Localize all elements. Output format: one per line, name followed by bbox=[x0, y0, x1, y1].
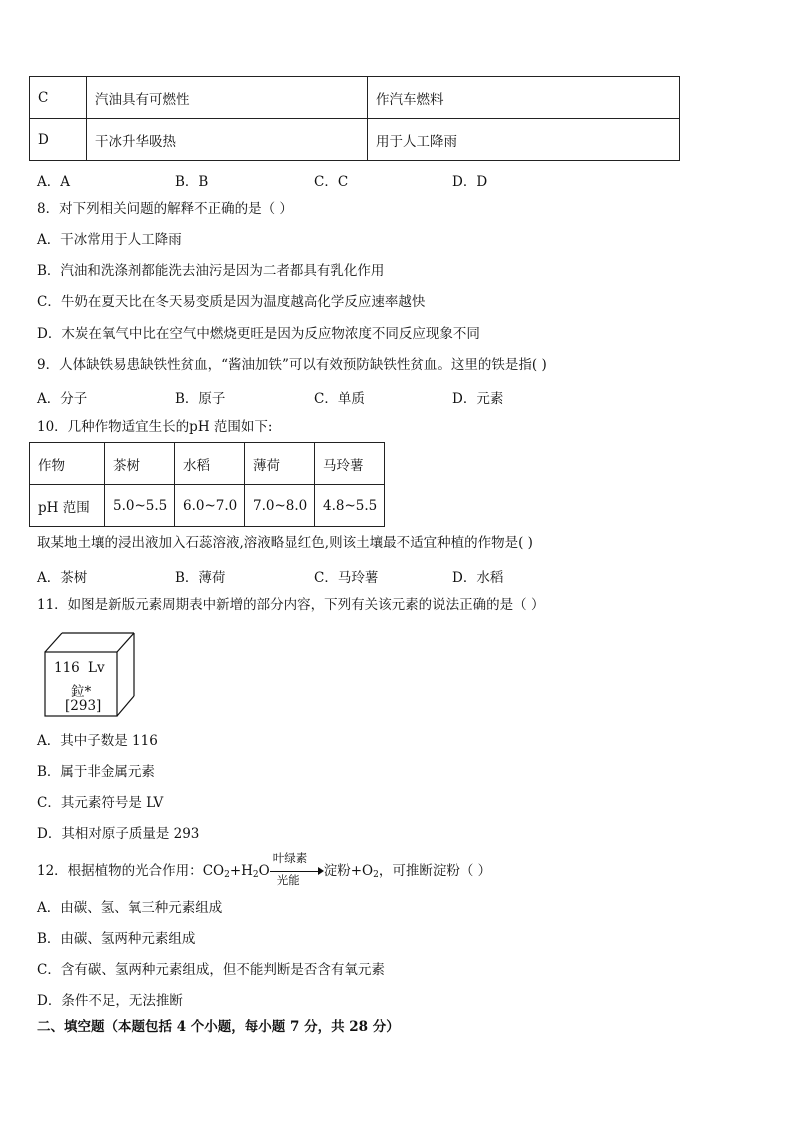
q11-option-c[interactable]: C．其元素符号是 LV bbox=[37, 795, 164, 811]
q9-options bbox=[37, 387, 597, 407]
table-cell: D bbox=[30, 119, 87, 161]
q8-option-a[interactable]: A．干冰常用于人工降雨 bbox=[37, 232, 182, 248]
q12-option-d[interactable]: D．条件不足，无法推断 bbox=[37, 993, 183, 1009]
q12-option-b[interactable]: B．由碳、氢两种元素组成 bbox=[37, 931, 196, 947]
q8-option-b[interactable]: B．汽油和洗涤剂都能洗去油污是因为二者都具有乳化作用 bbox=[37, 263, 385, 279]
table-row bbox=[30, 485, 385, 527]
option-d[interactable]: D．元素 bbox=[452, 391, 504, 407]
q8-stem: 8．对下列相关问题的解释不正确的是（ ） bbox=[37, 201, 293, 217]
table-cell: 干冰升华吸热 bbox=[87, 119, 368, 161]
ph-table bbox=[29, 442, 385, 527]
q12-water: +H bbox=[229, 863, 253, 879]
q11-option-d[interactable]: D．其相对原子质量是 293 bbox=[37, 826, 200, 842]
table-cell: 5.0~5.5 bbox=[105, 485, 175, 527]
table-row bbox=[30, 77, 680, 119]
q11-stem: 11．如图是新版元素周期表中新增的部分内容，下列有关该元素的说法正确的是（ ） bbox=[37, 597, 545, 613]
table-cell: C bbox=[30, 77, 87, 119]
q12-water-o: O bbox=[258, 863, 270, 879]
q10-options bbox=[37, 566, 597, 586]
q12-stem-prefix: 12．根据植物的光合作用： bbox=[37, 863, 203, 879]
table-cell: 汽油具有可燃性 bbox=[87, 77, 368, 119]
table-header-cell: 作物 bbox=[30, 443, 105, 485]
q8-option-d[interactable]: D．木炭在氧气中比在空气中燃烧更旺是因为反应物浓度不同反应现象不同 bbox=[37, 326, 480, 342]
table-row bbox=[30, 119, 680, 161]
table-cell: 用于人工降雨 bbox=[368, 119, 680, 161]
option-b[interactable]: B．原子 bbox=[175, 391, 226, 407]
option-c[interactable]: C．单质 bbox=[314, 391, 365, 407]
q11-option-a[interactable]: A．其中子数是 116 bbox=[37, 733, 158, 749]
table-header-cell: 马玲薯 bbox=[315, 443, 385, 485]
option-d[interactable]: D．D bbox=[452, 174, 488, 190]
q12-option-c[interactable]: C．含有碳、氢两种元素组成，但不能判断是否含有氧元素 bbox=[37, 962, 385, 978]
q11-option-b[interactable]: B．属于非金属元素 bbox=[37, 764, 155, 780]
q12-product: 淀粉+O bbox=[323, 863, 374, 879]
subscript: 2 bbox=[252, 870, 259, 880]
table-cell: 作汽车燃料 bbox=[368, 77, 680, 119]
element-number: 116 bbox=[54, 660, 80, 676]
section-heading: 二、填空题（本题包括 4 个小题，每小题 7 分，共 28 分） bbox=[37, 1019, 400, 1035]
element-symbol: Lv bbox=[88, 660, 105, 676]
q12-stem bbox=[37, 850, 492, 887]
q9-stem: 9．人体缺铁易患缺铁性贫血，“酱油加铁”可以有效预防缺铁性贫血。这里的铁是指( ) bbox=[37, 357, 547, 373]
table-cell: 6.0~7.0 bbox=[175, 485, 245, 527]
q10-stem: 10．几种作物适宜生长的pH 范围如下: bbox=[37, 419, 273, 435]
table-cell: 7.0~8.0 bbox=[245, 485, 315, 527]
arrow-condition-top: 叶绿素 bbox=[272, 850, 308, 865]
q12-reactant: CO bbox=[202, 863, 225, 879]
table-row bbox=[30, 443, 385, 485]
table-header-cell: 茶树 bbox=[105, 443, 175, 485]
q7-table bbox=[29, 76, 680, 161]
element-name: 鉝* bbox=[71, 684, 92, 700]
option-c[interactable]: C．C bbox=[314, 174, 349, 190]
table-header-cell: 薄荷 bbox=[245, 443, 315, 485]
q8-option-c[interactable]: C．牛奶在夏天比在冬天易变质是因为温度越高化学反应速率越快 bbox=[37, 294, 426, 310]
element-mass: [293] bbox=[65, 698, 102, 714]
q7-options bbox=[37, 170, 597, 190]
table-cell: pH 范围 bbox=[30, 485, 105, 527]
subscript: 2 bbox=[224, 870, 230, 880]
table-header-cell: 水稻 bbox=[175, 443, 245, 485]
arrow-head-icon bbox=[318, 867, 324, 875]
option-c[interactable]: C．马玲薯 bbox=[314, 570, 379, 586]
element-card bbox=[40, 630, 136, 720]
q12-option-a[interactable]: A．由碳、氢、氧三种元素组成 bbox=[37, 900, 223, 916]
arrow-condition-bottom: 光能 bbox=[276, 872, 300, 887]
table-cell: 4.8~5.5 bbox=[315, 485, 385, 527]
option-a[interactable]: A．茶树 bbox=[37, 570, 88, 586]
option-b[interactable]: B．薄荷 bbox=[175, 570, 226, 586]
reaction-arrow bbox=[270, 850, 324, 887]
option-a[interactable]: A．A bbox=[37, 174, 70, 190]
option-a[interactable]: A．分子 bbox=[37, 391, 88, 407]
q10-question: 取某地土壤的浸出液加入石蕊溶液,溶液略显红色,则该土壤最不适宜种植的作物是( ) bbox=[37, 535, 533, 551]
q12-stem-suffix: ，可推断淀粉（ ） bbox=[378, 863, 492, 879]
subscript: 2 bbox=[373, 870, 379, 880]
option-d[interactable]: D．水稻 bbox=[452, 570, 504, 586]
option-b[interactable]: B．B bbox=[175, 174, 209, 190]
